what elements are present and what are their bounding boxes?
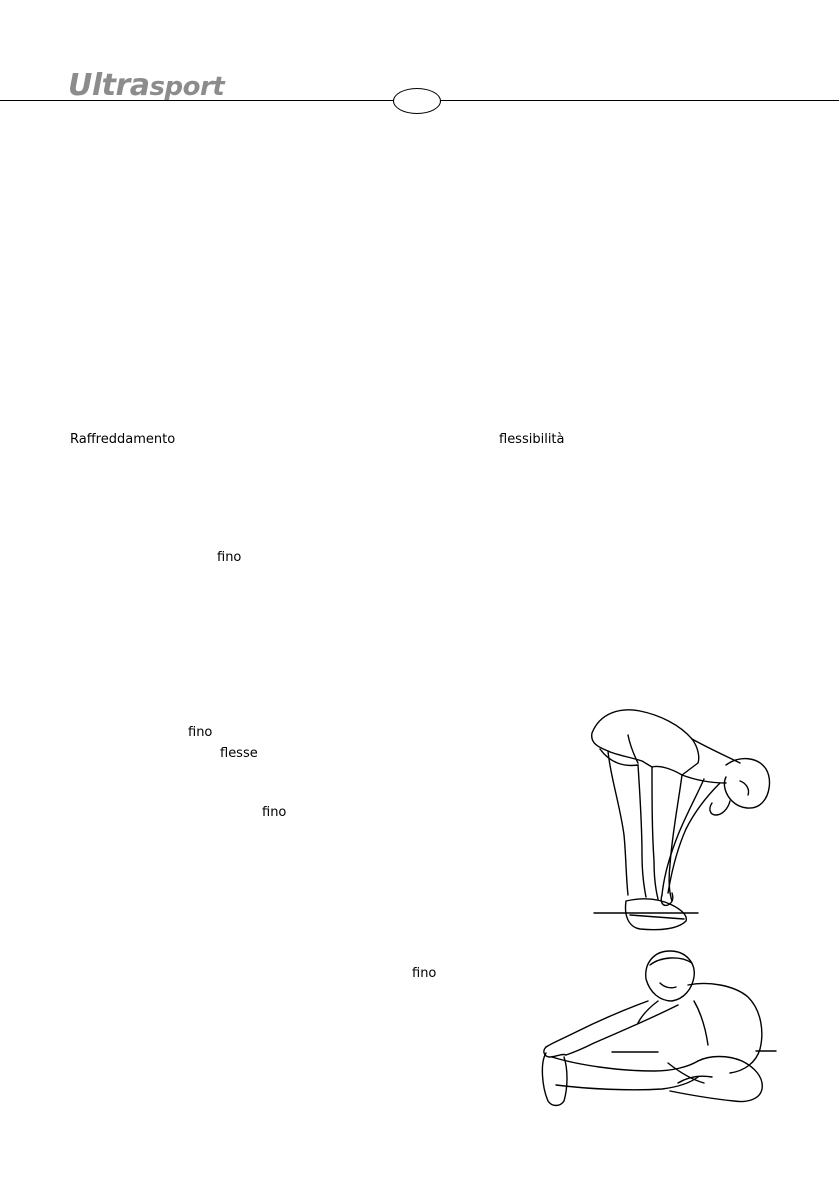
- word-fino-3: fino: [262, 805, 287, 820]
- word-fino-2: fino: [188, 725, 213, 740]
- logo-part-ultra: Ultra: [68, 68, 150, 103]
- word-flessibilita: flessibilità: [499, 432, 565, 447]
- word-fino-1: fino: [217, 550, 242, 565]
- ultrasport-logo: [68, 68, 324, 103]
- logo-part-sport: sport: [149, 72, 225, 102]
- standing-stretch-illustration: [580, 705, 775, 935]
- word-flesse: flesse: [220, 746, 258, 761]
- word-fino-4: fino: [412, 966, 437, 981]
- seated-stretch-illustration: [538, 945, 778, 1113]
- page-number-oval: [393, 88, 441, 114]
- word-raffreddamento: Raffreddamento: [70, 432, 176, 447]
- logo-wordmark: [68, 68, 224, 103]
